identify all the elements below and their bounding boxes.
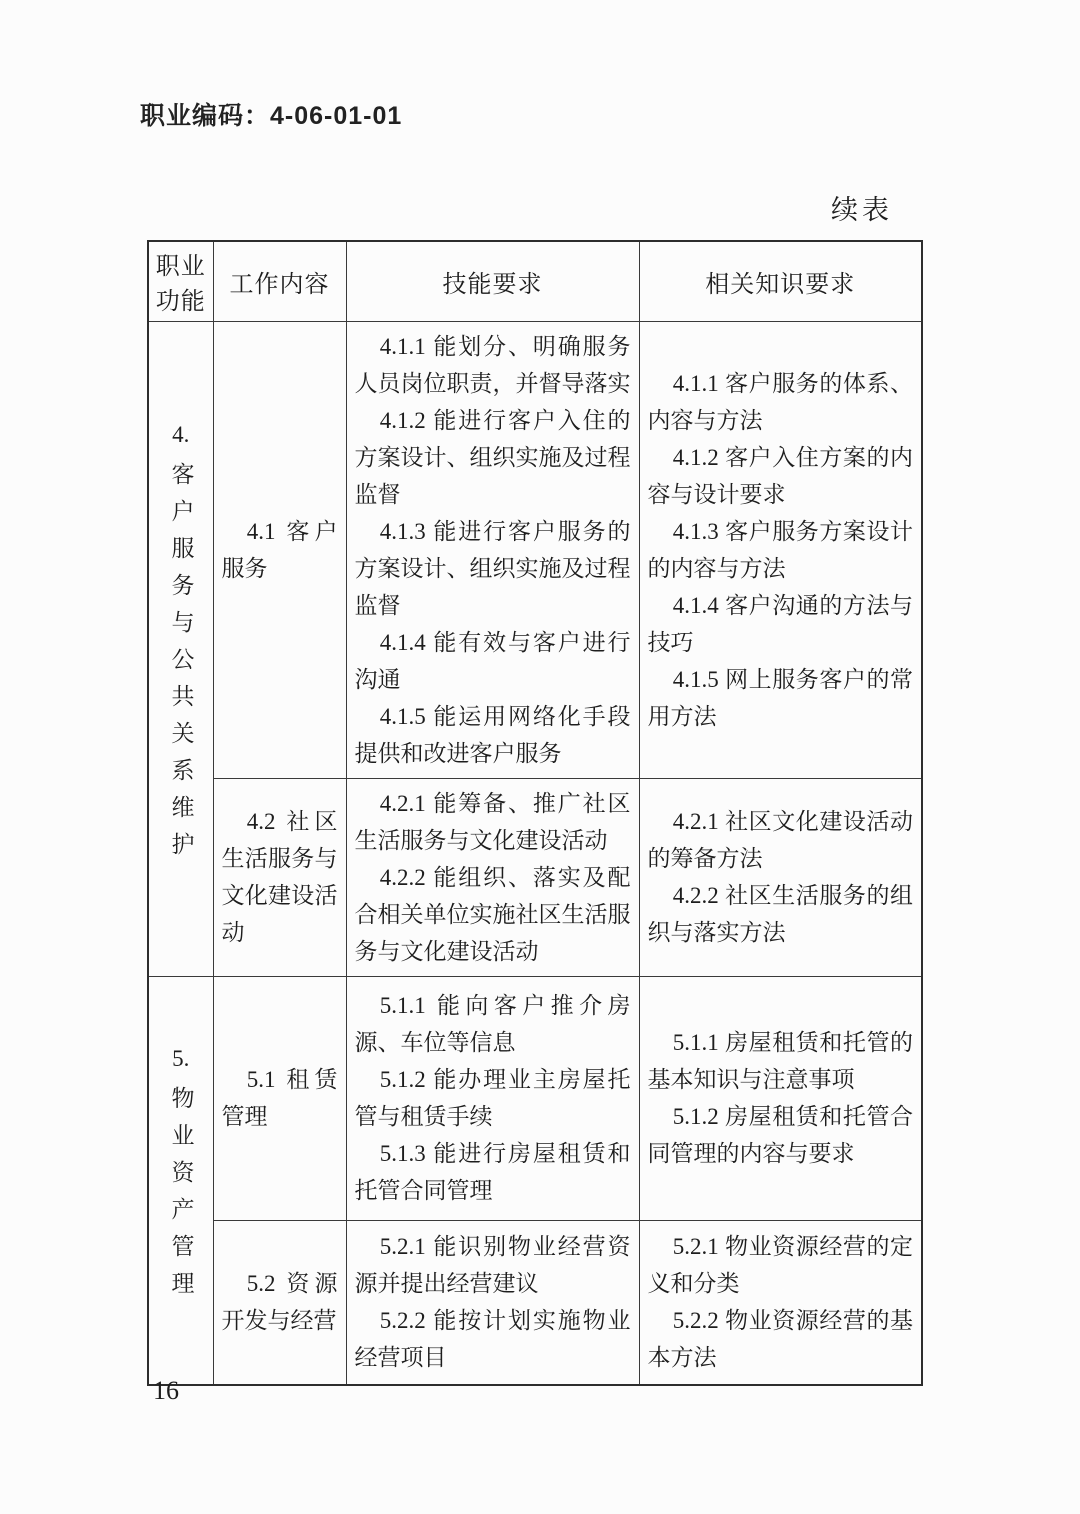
page-number: 16 — [153, 1376, 179, 1405]
continued-table-label: 续表 — [831, 195, 893, 225]
work-content-text: 4.1 客户服务 — [221, 518, 338, 581]
function-number: 4. — [172, 422, 190, 447]
table-row — [148, 778, 922, 976]
header-skill-requirements: 技能要求 — [346, 241, 639, 321]
occupation-standard-table — [147, 240, 923, 1386]
skill-item: 5.1.1 能向客户推介房源、车位等信息 — [354, 993, 631, 1055]
skill-item: 4.1.4 能有效与客户进行沟通 — [354, 629, 631, 692]
skill-item: 5.1.2 能办理业主房屋托管与租赁手续 — [354, 1067, 631, 1129]
skill-item: 4.1.3 能进行客户服务的方案设计、组织实施及过程监督 — [354, 518, 631, 618]
skill-item: 4.1.1 能划分、明确服务人员岗位职责，并督导落实 — [354, 333, 631, 396]
knowledge-cell — [639, 1220, 922, 1385]
function-cell-property-assets — [148, 976, 213, 1385]
work-content-cell — [213, 1220, 346, 1385]
work-content-cell — [213, 778, 346, 976]
work-content-cell — [213, 321, 346, 778]
skill-item: 4.1.5 能运用网络化手段提供和改进客户服务 — [354, 703, 631, 766]
table-row — [148, 976, 922, 1220]
skill-item: 5.2.2 能按计划实施物业经营项目 — [354, 1308, 631, 1371]
knowledge-item: 4.2.1 社区文化建设活动的筹备方法 — [647, 809, 913, 871]
skills-cell — [346, 778, 639, 976]
knowledge-item: 4.1.2 客户入住方案的内容与设计要求 — [647, 444, 913, 507]
skills-cell — [346, 976, 639, 1220]
skill-item: 4.2.2 能组织、落实及配合相关单位实施社区生活服务与文化建设活动 — [354, 864, 631, 964]
header-occupation-function: 职业功能 — [148, 241, 213, 321]
function-label: 客户服务与公共关系维护 — [168, 462, 194, 869]
knowledge-item: 4.1.4 客户沟通的方法与技巧 — [647, 592, 913, 655]
skills-cell — [346, 1220, 639, 1385]
knowledge-item: 4.1.3 客户服务方案设计的内容与方法 — [647, 518, 913, 581]
header-work-content: 工作内容 — [213, 241, 346, 321]
occupation-code: 职业编码：4-06-01-01 — [140, 102, 403, 130]
skill-item: 5.1.3 能进行房屋租赁和托管合同管理 — [354, 1141, 631, 1203]
knowledge-item: 5.1.2 房屋租赁和托管合同管理的内容与要求 — [647, 1104, 913, 1166]
table-row — [148, 321, 922, 778]
knowledge-item: 5.1.1 房屋租赁和托管的基本知识与注意事项 — [647, 1030, 913, 1092]
skill-item: 4.1.2 能进行客户入住的方案设计、组织实施及过程监督 — [354, 407, 631, 507]
work-content-text: 5.2 资源开发与经营 — [221, 1271, 338, 1334]
table-row — [148, 1220, 922, 1385]
knowledge-item: 4.2.2 社区生活服务的组织与落实方法 — [647, 883, 913, 945]
work-content-text: 4.2 社区生活服务与文化建设活动 — [221, 809, 338, 945]
knowledge-cell — [639, 778, 922, 976]
function-number: 5. — [172, 1046, 190, 1072]
knowledge-item: 5.2.2 物业资源经营的基本方法 — [647, 1308, 913, 1371]
knowledge-cell — [639, 976, 922, 1220]
work-content-cell — [213, 976, 346, 1220]
table-header-row — [148, 241, 922, 321]
skill-item: 5.2.1 能识别物业经营资源并提出经营建议 — [354, 1234, 631, 1297]
skill-item: 4.2.1 能筹备、推广社区生活服务与文化建设活动 — [354, 790, 631, 853]
function-label: 物业资产管理 — [168, 1086, 194, 1309]
knowledge-item: 4.1.5 网上服务客户的常用方法 — [647, 666, 913, 729]
header-knowledge-requirements: 相关知识要求 — [639, 241, 922, 321]
knowledge-item: 5.2.1 物业资源经营的定义和分类 — [647, 1234, 913, 1297]
knowledge-cell — [639, 321, 922, 778]
function-cell-customer-service — [148, 321, 213, 976]
knowledge-item: 4.1.1 客户服务的体系、内容与方法 — [647, 370, 913, 433]
work-content-text: 5.1 租赁管理 — [221, 1067, 338, 1129]
skills-cell — [346, 321, 639, 778]
